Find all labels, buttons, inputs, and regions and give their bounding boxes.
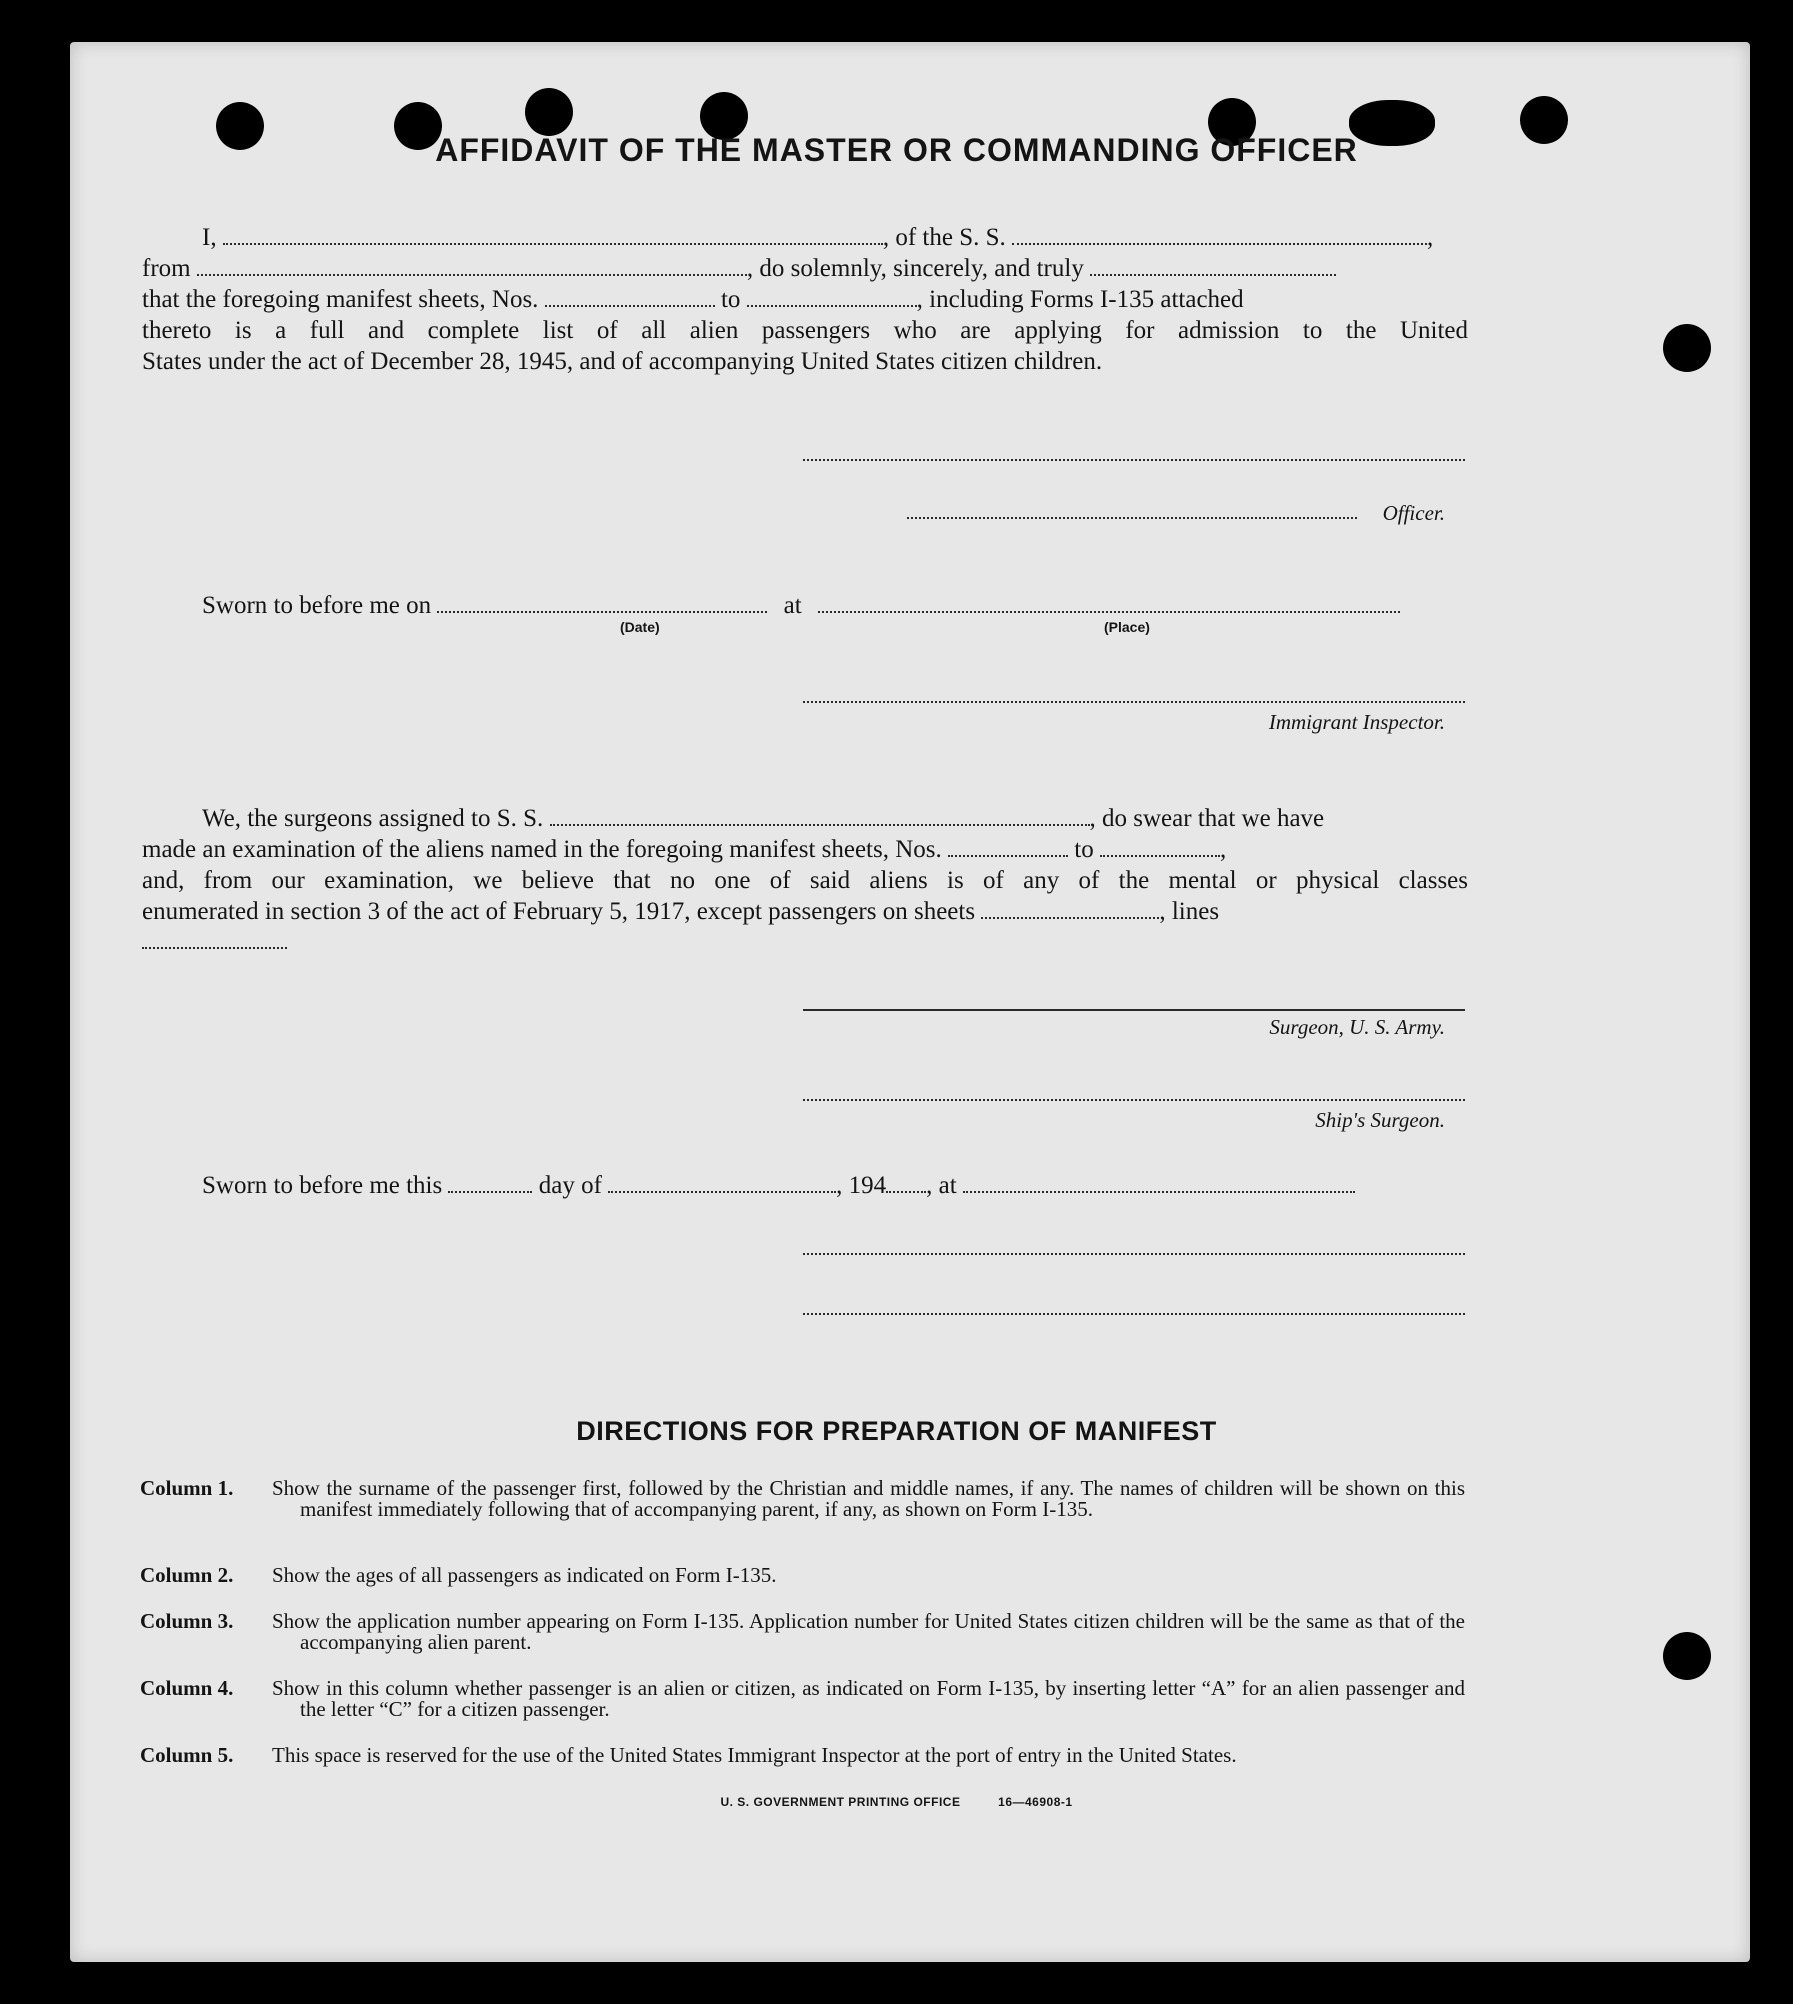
direction-text: Show the application number appearing on Form I-135. Application number for United States citizen children will be the same as that of the accompanying alien parent. [272, 1609, 1465, 1654]
army-surgeon-signature-line[interactable] [803, 1009, 1465, 1011]
sworn-date-field[interactable] [437, 593, 767, 613]
affidavit-text: , [1427, 224, 1434, 251]
surgeons-text: made an examination of the aliens named in the foregoing manifest sheets, Nos. [142, 836, 942, 863]
printing-office: U. S. GOVERNMENT PRINTING OFFICE [720, 1795, 961, 1809]
sworn-text: day of [538, 1172, 602, 1199]
ship-name-field[interactable] [1012, 225, 1427, 245]
port-from-field[interactable] [197, 256, 747, 276]
direction-label: Column 1. [140, 1476, 234, 1500]
sworn-text: , 194 [836, 1172, 887, 1199]
surgeons-text: enumerated in section 3 of the act of February 5, 1917, except passengers on sheets [142, 898, 976, 925]
direction-text: This space is reserved for the use of the United States Immigrant Inspector at the port of entry in the United States. [272, 1743, 1237, 1767]
direction-item [140, 1478, 1465, 1520]
surgeons-text: We, the surgeons assigned to S. S. [202, 805, 544, 832]
surgeons-line-4 [142, 896, 1468, 927]
affidavit-line-2 [142, 253, 1468, 284]
direction-item [140, 1565, 1465, 1586]
sworn-year-field[interactable] [886, 1173, 926, 1193]
sworn-day-field[interactable] [448, 1173, 532, 1193]
affidavit-text: , including Forms I-135 attached [916, 286, 1244, 313]
sworn-text: Sworn to before me on [202, 592, 432, 619]
punch-hole [525, 88, 573, 136]
sheet-from-field[interactable] [545, 287, 715, 307]
direction-item [140, 1611, 1465, 1653]
sworn-month-field[interactable] [608, 1173, 836, 1193]
sworn-place-field-2[interactable] [963, 1173, 1355, 1193]
surgeons-text: to [1074, 836, 1094, 863]
surgeons-line-1 [202, 803, 1468, 834]
sworn-text: at [783, 592, 802, 619]
affidavit-line-3 [142, 284, 1468, 315]
direction-text: Show in this column whether passenger is an alien or citizen, as indicated on Form I-135, by inserting letter “A” for an alien passenger and the letter “C” for a citizen passenger. [272, 1676, 1465, 1721]
affidavit-line-1 [202, 222, 1468, 253]
sworn-date-line [202, 590, 1468, 621]
printing-office-footer [0, 1795, 1793, 1809]
excepted-lines-field[interactable] [142, 947, 287, 949]
direction-text: Show the surname of the passenger first, followed by the Christian and middle names, if any. The names of children will be shown on this manifest immediately following that of accompanying parent, if any, as shown on Form I-135. [272, 1476, 1465, 1521]
affidavit-line-4: thereto is a full and complete list of all alien passengers who are applying for admission to the United [142, 317, 1468, 344]
surgeons-text: , do swear that we have [1089, 805, 1325, 832]
sworn-declaration-field[interactable] [1090, 256, 1336, 276]
affidavit-text: from [142, 255, 191, 282]
place-label: (Place) [1104, 619, 1150, 635]
inspector-signature-line[interactable] [803, 701, 1465, 703]
sworn-text: Sworn to before me this [202, 1172, 443, 1199]
direction-label: Column 5. [140, 1743, 234, 1767]
ship-surgeon-signature-line[interactable] [803, 1099, 1465, 1101]
surgeons-text: , lines [1159, 898, 1220, 925]
sworn-text: , at [926, 1172, 957, 1199]
affidavit-text: , do solemnly, sincerely, and truly [746, 255, 1084, 282]
direction-text: Show the ages of all passengers as indicated on Form I-135. [272, 1563, 777, 1587]
excepted-sheets-field[interactable] [981, 899, 1159, 919]
sworn-place-field[interactable] [818, 593, 1400, 613]
officer-name-line[interactable] [907, 517, 1357, 519]
surgeons-text: , [1219, 836, 1227, 863]
affidavit-line-5: States under the act of December 28, 1945, and of accompanying United States citizen children. [142, 348, 1103, 375]
punch-hole [1663, 1632, 1711, 1680]
page-title: AFFIDAVIT OF THE MASTER OR COMMANDING OFFICER [435, 132, 1358, 168]
master-name-field[interactable] [223, 225, 883, 245]
direction-label: Column 4. [140, 1676, 234, 1700]
surgeons-sheet-to-field[interactable] [1100, 837, 1220, 857]
affidavit-text: I, [202, 224, 217, 251]
punch-hole [1663, 324, 1711, 372]
direction-item [140, 1678, 1465, 1720]
signature-line-1[interactable] [803, 1253, 1465, 1255]
form-code: 16—46908-1 [998, 1795, 1073, 1809]
officer-signature-line[interactable] [803, 459, 1465, 461]
surgeons-ship-field[interactable] [550, 806, 1090, 826]
surgeons-line-2 [142, 834, 1468, 865]
direction-label: Column 2. [140, 1563, 234, 1587]
ship-surgeon-caption: Ship's Surgeon. [1315, 1108, 1445, 1132]
directions-title: DIRECTIONS FOR PREPARATION OF MANIFEST [576, 1416, 1217, 1446]
date-label: (Date) [620, 619, 660, 635]
surgeons-line-3: and, from our examination, we believe that no one of said aliens is of any of the mental or physical classes [142, 867, 1468, 894]
sheet-to-field[interactable] [747, 287, 917, 307]
affidavit-text: , of the S. S. [882, 224, 1006, 251]
surgeons-sheet-from-field[interactable] [948, 837, 1068, 857]
affidavit-text: that the foregoing manifest sheets, Nos. [142, 286, 539, 313]
inspector-caption: Immigrant Inspector. [1268, 710, 1445, 734]
signature-line-2[interactable] [803, 1313, 1465, 1315]
army-surgeon-caption: Surgeon, U. S. Army. [1269, 1015, 1445, 1039]
direction-item [140, 1745, 1465, 1766]
affidavit-text: to [720, 286, 741, 313]
sworn-day-line [202, 1170, 1468, 1201]
officer-caption: Officer. [1382, 501, 1445, 525]
direction-label: Column 3. [140, 1609, 234, 1633]
